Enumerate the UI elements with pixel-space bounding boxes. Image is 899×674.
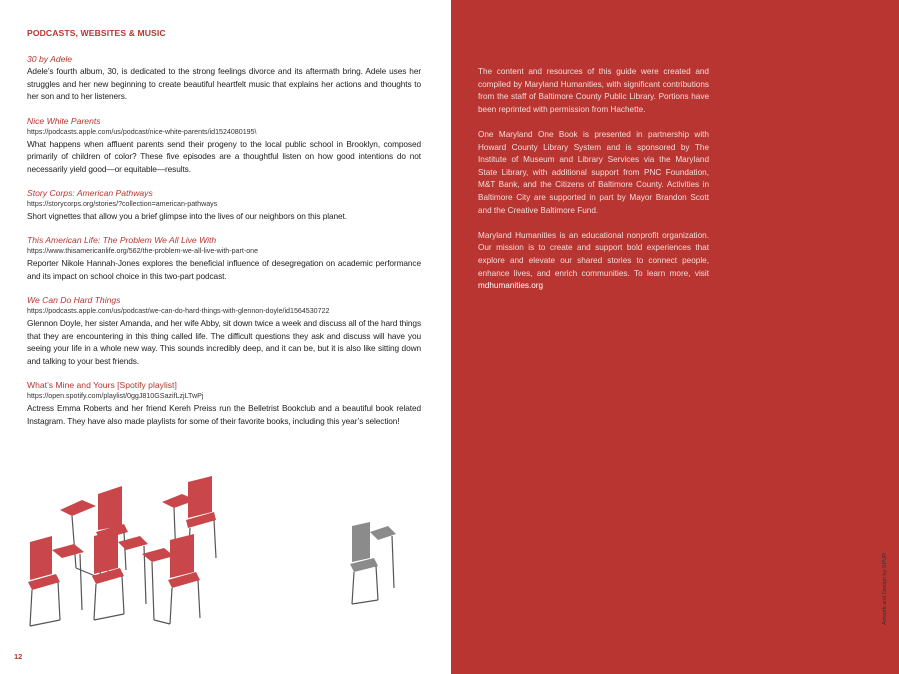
resource-entry <box>27 187 421 223</box>
resource-title: Nice White Parents <box>27 115 101 126</box>
resource-description: Adele’s fourth album, 30, is dedicated to the strong feelings divorce and its aftermath bring. Adele uses her struggles and her new beginning to create beautiful heartfelt music that explains her actions and thoughts to her son and to her listeners. <box>27 66 421 102</box>
resource-title: What’s Mine and Yours [Spotify playlist] <box>27 380 177 391</box>
resource-description: Short vignettes that allow you a brief glimpse into the lives of our neighbors on this planet. <box>27 211 347 221</box>
gray-desk-icon <box>340 518 400 608</box>
resource-description: What happens when affluent parents send their progeny to the local public school in Brooklyn, composed primarily of children of color? These five episodes are a thoughtful listen on how good intentions do not necessarily yield good—or equitable—results. <box>27 138 421 174</box>
resource-entry <box>27 53 421 103</box>
mission-text: Maryland Humanities is an educational nonprofit organization. Our mission is to create and support bold experiences that explore and elevate our shared stories to connect people, enhance lives, and enrich communities. To learn more, visit <box>478 230 709 278</box>
resource-description: Glennon Doyle, her sister Amanda, and her wife Abby, sit down twice a week and discuss all of the hard things that they are encountering in this thing called life. The difficult questions they ask and discuss will have you seeing your life in a whole new way. This sounds incredibly deep, and it can be, but it is also like sitting down and talking to your best friends. <box>27 317 421 366</box>
desk-icon <box>28 536 84 626</box>
resource-list <box>27 53 421 439</box>
desk-icon <box>92 530 148 620</box>
section-heading: PODCASTS, WEBSITES & MUSIC <box>27 28 166 38</box>
resource-entry <box>27 294 421 368</box>
resource-description: Actress Emma Roberts and her friend Kereh Preiss run the Belletrist Bookclub and a beautiful book related Instagram. They have also made playlists for some of their favorite books, including this year’s selection! <box>27 403 421 426</box>
resource-entry <box>27 379 421 427</box>
resource-title: This American Life: The Problem We All Live With <box>27 235 217 246</box>
school-desks-illustration <box>20 470 220 635</box>
resource-title: Story Corps: American Pathways <box>27 188 153 198</box>
page-number: 12 <box>14 652 23 661</box>
desk-icon <box>142 534 200 624</box>
resource-entry <box>27 115 421 176</box>
sponsors-paragraph: One Maryland One Book is presented in partnership with Howard County Library System and is sponsored by The Institute of Museum and Library Services via the Maryland State Library, with additional support from PNC Foundation, M&T Bank, and the Citizens of Baltimore County. Activities in Baltimore City are supported in part by Mayor Brandon Scott and the Creative Baltimore Fund. <box>478 129 709 215</box>
resource-url[interactable]: https://podcasts.apple.com/us/podcast/nice-white-parents/id1524080195\ <box>27 127 257 136</box>
resource-title: 30 by Adele <box>27 54 73 64</box>
acknowledgments-text <box>478 66 709 305</box>
resource-title: We Can Do Hard Things <box>27 294 121 305</box>
resource-url[interactable]: https://storycorps.org/stories/?collection=american-pathways <box>27 200 218 208</box>
resource-description: Reporter Nikole Hannah-Jones explores the beneficial influence of desegregation on academic performance and its impact on school choice in this two-part podcast. <box>27 258 421 281</box>
website-link[interactable]: mdhumanities.org <box>478 281 544 291</box>
resource-entry <box>27 234 421 282</box>
resource-url[interactable]: https://open.spotify.com/playlist/0ggJ810GSazifLzjLTwPj <box>27 392 204 401</box>
mission-paragraph <box>478 230 709 293</box>
resource-url[interactable]: https://www.thisamericanlife.org/562/the-problem-we-all-live-with-part-one <box>27 247 259 256</box>
resource-url[interactable]: https://podcasts.apple.com/us/podcast/we-can-do-hard-things-with-glennon-doyle/id1564530722 <box>27 306 330 315</box>
design-credit: Artwork and Design by SPUR <box>882 552 888 625</box>
credits-paragraph: The content and resources of this guide were created and compiled by Maryland Humanities, with significant contributions from the staff of Baltimore County Public Library. Portions have been reprinted with permission from Hachette. <box>478 67 709 114</box>
